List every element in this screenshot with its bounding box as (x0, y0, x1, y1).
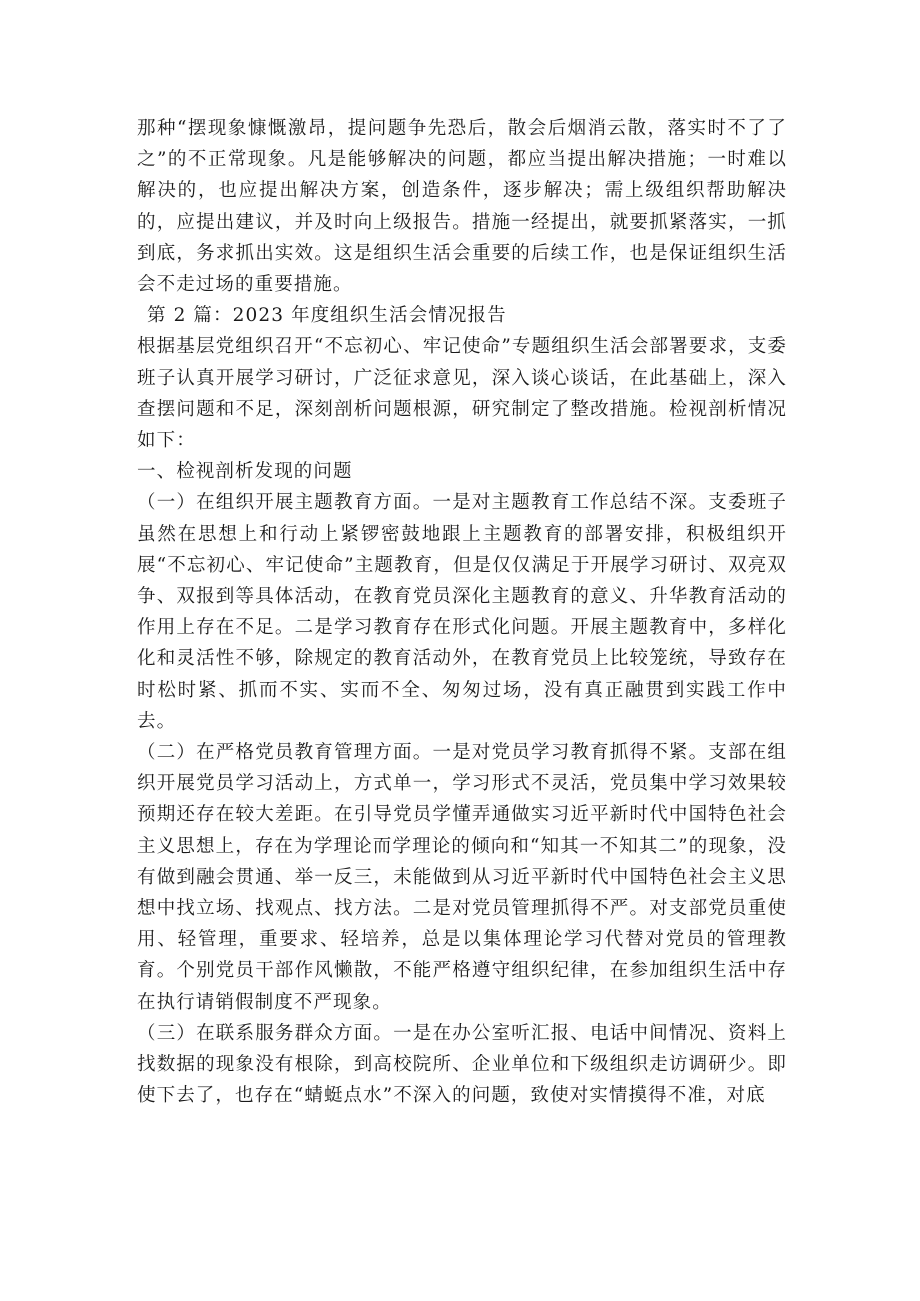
paragraph-serving-masses: （三）在联系服务群众方面。一是在办公室听汇报、电话中间情况、资料上找数据的现象没有根除，到高校院所、企业单位和下级组织走访调研少。即使下去了，也存在“蜻蜓点水”不深入的问题，致使对实情摸得不准，对底 (137, 1022, 787, 1107)
document-body (137, 113, 787, 1112)
article-title: 第 2 篇：2023 年度组织生活会情况报告 (147, 305, 507, 327)
paragraph-theme-education: （一）在组织开展主题教育方面。一是对主题教育工作总结不深。支委班子虽然在思想上和行动上紧锣密鼓地跟上主题教育的部署安排，积极组织开展“不忘初心、牢记使命”主题教育，但是仅仅满足于开展学习研讨、双亮双争、双报到等具体活动，在教育党员深化主题教育的意义、升华教育活动的作用上存在不足。二是学习教育存在形式化问题。开展主题教育中，多样化化和灵活性不够，除规定的教育活动外，在教育党员上比较笼统，导致存在时松时紧、抓而不实、实而不全、匆匆过场，没有真正融贯到实践工作中去。 (137, 492, 787, 732)
paragraph-party-member-management: （二）在严格党员教育管理方面。一是对党员学习教育抓得不紧。支部在组织开展党员学习活动上，方式单一，学习形式不灵活，党员集中学习效果较预期还存在较大差距。在引导党员学懂弄通做实习近平新时代中国特色社会主义思想上，存在为学理论而学理论的倾向和“知其一不知其二”的现象，没有做到融会贯通、举一反三，未能做到从习近平新时代中国特色社会主义思想中找立场、找观点、找方法。二是对党员管理抓得不严。对支部党员重使用、轻管理，重要求、轻培养，总是以集体理论学习代替对党员的管理教育。个别党员干部作风懒散，不能严格遵守组织纪律，在参加组织生活中存在执行请销假制度不严现象。 (137, 742, 787, 1013)
paragraph-intro: 根据基层党组织召开“不忘初心、牢记使命”专题组织生活会部署要求，支委班子认真开展学习研讨，广泛征求意见，深入谈心谈话，在此基础上，深入查摆问题和不足，深刻剖析问题根源，研究制定了整改措施。检视剖析情况如下： (137, 336, 787, 452)
paragraph-closing-remarks: 那种“摆现象慷慨激昂，提问题争先恐后，散会后烟消云散，落实时不了了之”的不正常现象。凡是能够解决的问题，都应当提出解决措施；一时难以解决的，也应提出解决方案，创造条件，逐步解决；需上级组织帮助解决的，应提出建议，并及时向上级报告。措施一经提出，就要抓紧落实，一抓到底，务求抓出实效。这是组织生活会重要的后续工作，也是保证组织生活会不走过场的重要措施。 (137, 118, 787, 296)
section-heading: 一、检视剖析发现的问题 (137, 461, 353, 483)
